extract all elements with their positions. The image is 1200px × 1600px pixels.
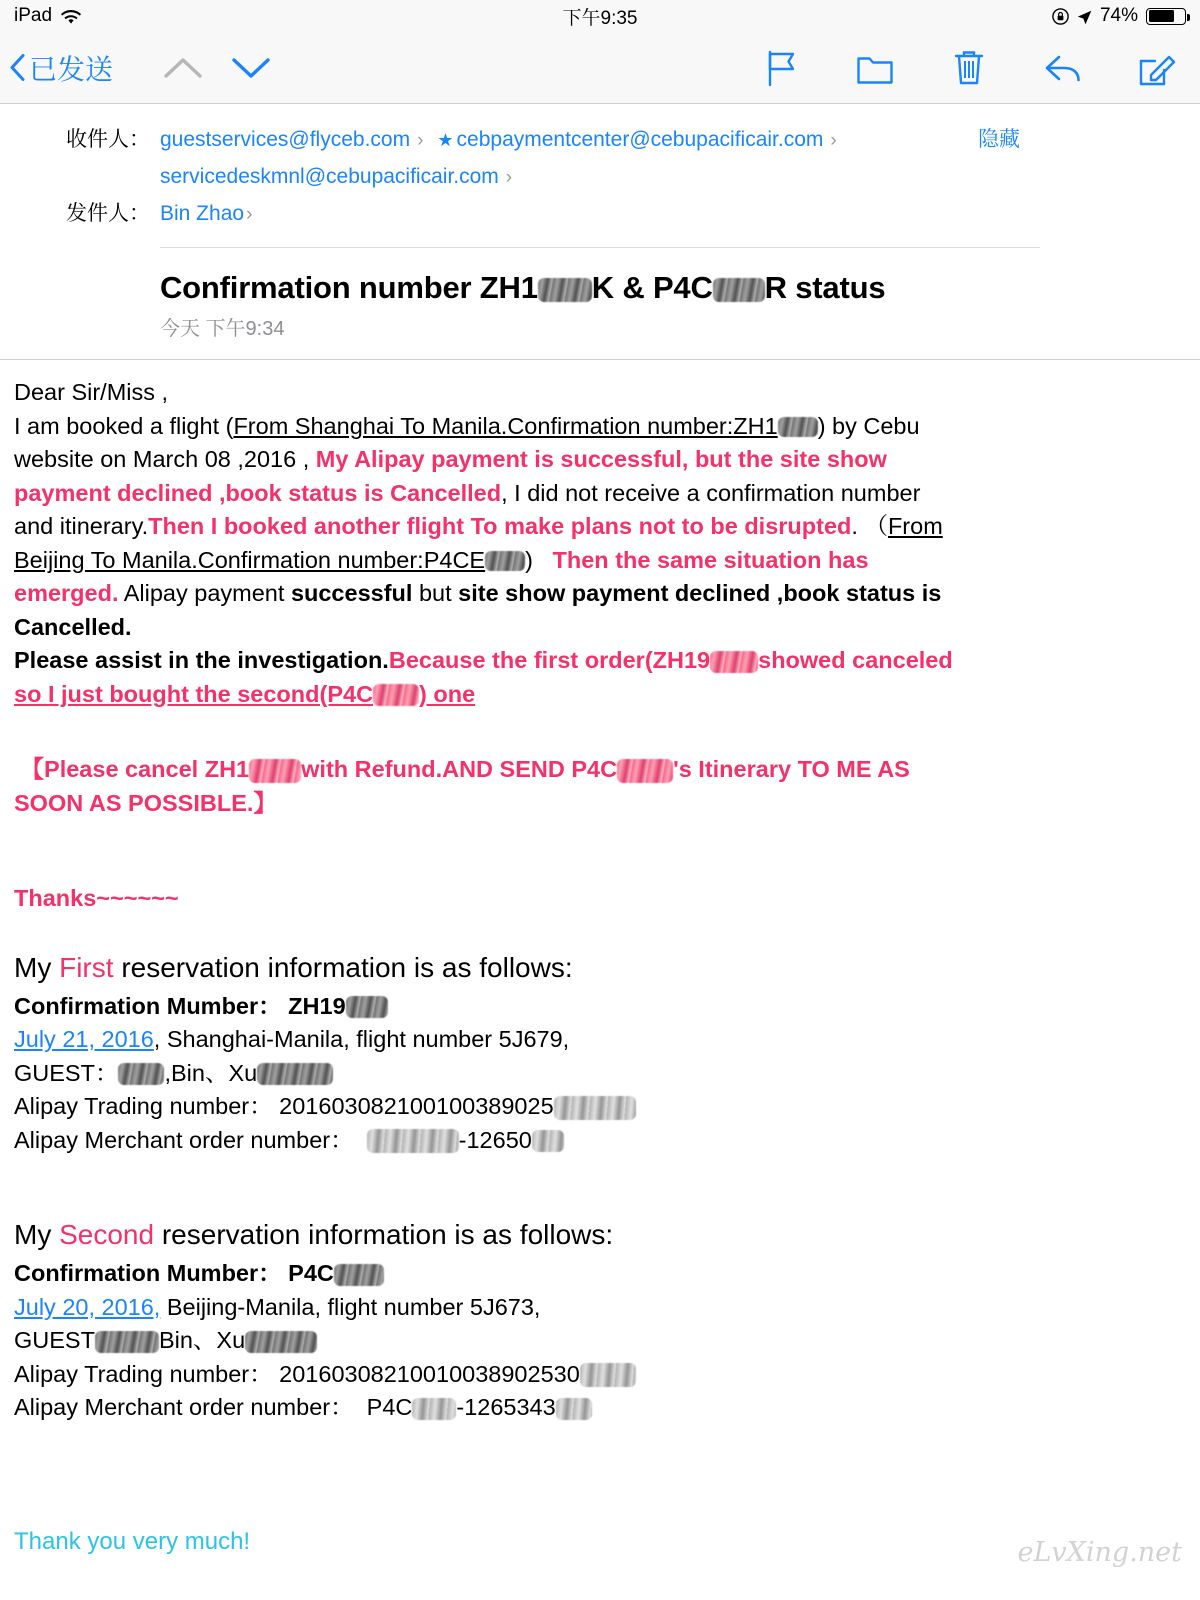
body-bold: Cancelled. xyxy=(14,613,132,640)
chevron-right-icon: › xyxy=(830,130,837,151)
redaction-block xyxy=(554,1096,636,1120)
trash-icon[interactable] xyxy=(950,49,988,87)
redaction-block xyxy=(257,1063,333,1085)
body-bold: ZH19 xyxy=(288,992,346,1019)
body-text: Bin、Xu xyxy=(158,1327,246,1353)
redaction-block xyxy=(346,996,388,1018)
body-highlight: Then I booked another flight To make plans not to be disrupted xyxy=(148,513,852,539)
second-confirmation-row xyxy=(14,1257,1186,1291)
chevron-right-icon: › xyxy=(246,204,253,225)
date-link[interactable]: July 21, 2016 xyxy=(14,1026,154,1052)
body-link-text: Beijing To Manila.Confirmation number:P4CE xyxy=(14,546,486,573)
compose-icon[interactable] xyxy=(1138,49,1176,87)
redaction-block xyxy=(713,278,765,302)
body-text: but xyxy=(412,580,459,606)
second-merchant-order-row xyxy=(14,1391,1186,1425)
subject-line xyxy=(0,248,1200,306)
second-trading-number-row xyxy=(14,1358,1186,1392)
folder-icon[interactable] xyxy=(856,49,894,87)
body-paragraph-2 xyxy=(14,443,1186,477)
body-spacer-4 xyxy=(14,1157,1186,1213)
body-text: Alipay Trading number： xyxy=(14,1093,273,1119)
redaction-block xyxy=(778,417,818,437)
toolbar-actions xyxy=(762,49,1186,87)
body-spacer xyxy=(14,711,1186,753)
body-text: website on March 08 ,2016 , xyxy=(14,446,316,472)
to-row xyxy=(0,122,1200,159)
body-text: My xyxy=(14,1219,60,1250)
body-text: GUEST： xyxy=(14,1059,119,1086)
to-label: 收件人： xyxy=(66,128,150,151)
redaction-block xyxy=(367,1129,459,1153)
body-highlight: SOON AS POSSIBLE.】 xyxy=(14,789,277,816)
device-name: iPad xyxy=(14,5,53,26)
redaction-block xyxy=(556,1398,592,1420)
from-label: 发件人： xyxy=(66,202,150,225)
body-bold: successful xyxy=(290,580,413,606)
body-text: 201603082100100389025 xyxy=(279,1093,554,1119)
redaction-block xyxy=(373,684,419,706)
redaction-block xyxy=(334,1264,384,1286)
body-text: Beijing-Manila, flight number 5J673, xyxy=(160,1293,541,1320)
subject-part-2: K & P4C xyxy=(591,270,713,305)
body-highlight: My Alipay payment is successful, but the site show xyxy=(315,446,887,472)
date-link[interactable]: July 20, 2016, xyxy=(14,1293,161,1320)
redaction-block xyxy=(538,278,592,302)
body-text: reservation information is as follows: xyxy=(154,1219,614,1250)
body-text: Alipay Merchant order number： xyxy=(14,1126,354,1153)
chevron-right-icon: › xyxy=(417,130,424,151)
first-reservation-heading xyxy=(14,946,1186,990)
body-text: GUEST xyxy=(14,1327,95,1353)
body-cancel-request xyxy=(14,753,1186,787)
subject-part-1: Confirmation number ZH1 xyxy=(160,270,538,305)
body-text: P4C xyxy=(366,1394,413,1420)
subject-part-3: R status xyxy=(764,270,886,305)
message-date: 今天 下午9:34 xyxy=(160,318,285,340)
second-flight-row xyxy=(14,1291,1186,1325)
chevron-up-icon[interactable] xyxy=(163,55,203,81)
body-bold: Confirmation Mumber： xyxy=(14,992,282,1019)
redaction-block xyxy=(485,551,525,571)
body-paragraph-7 xyxy=(14,611,1186,645)
first-guest-row xyxy=(14,1057,1186,1091)
message-body xyxy=(0,360,1200,1425)
wifi-icon xyxy=(61,9,81,24)
location-arrow-icon xyxy=(1077,9,1092,24)
body-highlight: so I just bought the second(P4C xyxy=(14,680,374,707)
battery-icon xyxy=(1146,8,1186,25)
chevron-right-icon: › xyxy=(505,167,513,188)
reply-arrow-icon[interactable] xyxy=(1044,49,1082,87)
redaction-block xyxy=(412,1398,456,1420)
body-paragraph-5 xyxy=(14,544,1186,578)
body-greeting: Dear Sir/Miss , xyxy=(14,379,169,405)
hide-details-button[interactable]: 隐藏 xyxy=(978,128,1020,151)
body-bold: Please assist in the investigation. xyxy=(14,647,389,673)
body-thanks xyxy=(14,882,1186,916)
body-text: Alipay payment xyxy=(118,580,291,606)
from-row xyxy=(0,196,1200,233)
redaction-block xyxy=(617,759,673,783)
body-text: I am booked a flight ( xyxy=(14,412,234,439)
body-text: reservation information is as follows: xyxy=(113,951,573,983)
body-text: Alipay Trading number： xyxy=(14,1360,273,1387)
body-cancel-request-2 xyxy=(14,787,1186,821)
redaction-block xyxy=(710,651,758,673)
redaction-block xyxy=(245,1331,317,1353)
body-paragraph-9 xyxy=(14,678,1186,712)
body-link-text: From xyxy=(887,513,943,539)
chevron-left-icon xyxy=(10,54,25,81)
body-bold: P4C xyxy=(288,1260,334,1286)
flag-icon[interactable] xyxy=(762,49,800,87)
second-guest-row xyxy=(14,1324,1186,1358)
body-highlight: Because the first order(ZH19 xyxy=(388,647,711,673)
body-highlight: emerged. xyxy=(14,580,119,606)
status-bar-clock: 下午9:35 xyxy=(562,7,638,29)
body-text: ) xyxy=(525,546,533,573)
body-highlight: Then the same situation has xyxy=(552,546,869,573)
body-paragraph-6 xyxy=(14,577,1186,611)
chevron-down-icon[interactable] xyxy=(231,55,271,81)
vip-star-icon: ★ xyxy=(437,130,454,150)
body-text: ,Bin、Xu xyxy=(164,1059,258,1086)
body-paragraph-4 xyxy=(14,510,1186,544)
footer-thank-you: Thank you very much! xyxy=(14,1528,251,1555)
mail-toolbar xyxy=(0,32,1200,104)
body-highlight: with Refund.AND SEND P4C xyxy=(301,756,618,782)
body-text: . （ xyxy=(851,513,888,539)
body-highlight: 【Please cancel ZH1 xyxy=(20,756,250,782)
body-text: , I did not receive a confirmation number xyxy=(501,479,921,506)
first-trading-number-row xyxy=(14,1090,1186,1124)
mail-header xyxy=(0,104,1200,360)
battery-percent: 74% xyxy=(1099,5,1138,26)
redaction-block xyxy=(580,1363,636,1387)
to-row-overflow xyxy=(0,159,1200,196)
watermark: eLvXing.net xyxy=(1017,1537,1182,1568)
body-spacer-3 xyxy=(14,916,1186,946)
body-bold: site show payment declined ,book status is xyxy=(458,580,942,606)
body-highlight: ) one xyxy=(419,680,476,707)
body-highlight: payment declined ,book status is Cancelled xyxy=(14,479,502,506)
first-flight-row xyxy=(14,1023,1186,1057)
redaction-block xyxy=(532,1130,564,1152)
first-merchant-order-row xyxy=(14,1124,1186,1158)
body-text: -1265343 xyxy=(456,1394,556,1420)
body-bold: Confirmation Mumber： xyxy=(14,1260,282,1286)
redaction-block xyxy=(95,1331,159,1353)
body-text: Alipay Merchant order number： xyxy=(14,1394,354,1420)
body-text: 20160308210010038902530 xyxy=(279,1360,580,1387)
body-text: -12650 xyxy=(458,1126,532,1153)
body-text: , Shanghai-Manila, flight number 5J679, xyxy=(153,1026,570,1052)
recipient-chip[interactable]: servicedeskmnl@cebupacificair.com xyxy=(160,165,499,188)
body-highlight: Second xyxy=(59,1219,155,1250)
body-highlight: First xyxy=(59,951,114,983)
redaction-block xyxy=(118,1063,164,1085)
status-bar xyxy=(0,0,1200,32)
body-text: ) by Cebu xyxy=(817,412,920,439)
redaction-block xyxy=(249,759,301,783)
body-text: My xyxy=(14,951,60,983)
status-bar-right xyxy=(1052,5,1186,27)
body-highlight: showed canceled xyxy=(758,647,953,673)
second-reservation-heading xyxy=(14,1213,1186,1257)
body-highlight: Thanks~~~~~~ xyxy=(14,885,179,911)
body-spacer-2 xyxy=(14,820,1186,882)
sender-chip[interactable]: Bin Zhao xyxy=(160,202,245,225)
message-nav xyxy=(163,55,271,81)
recipient-chip[interactable]: guestservices@flyceb.com xyxy=(160,128,411,151)
body-paragraph-1 xyxy=(14,410,1186,444)
first-confirmation-row xyxy=(14,990,1186,1024)
body-text: and itinerary. xyxy=(14,513,149,539)
status-bar-left xyxy=(14,5,81,27)
body-link-text: From Shanghai To Manila.Confirmation number:ZH1 xyxy=(233,412,778,439)
back-button[interactable] xyxy=(10,48,113,88)
rotation-lock-icon xyxy=(1052,8,1069,25)
body-paragraph-3 xyxy=(14,477,1186,511)
body-highlight: 's Itinerary TO ME AS xyxy=(673,756,910,782)
recipient-chip[interactable]: cebpaymentcenter@cebupacificair.com xyxy=(456,128,824,151)
back-button-label: 已发送 xyxy=(29,53,114,85)
body-paragraph-8 xyxy=(14,644,1186,678)
